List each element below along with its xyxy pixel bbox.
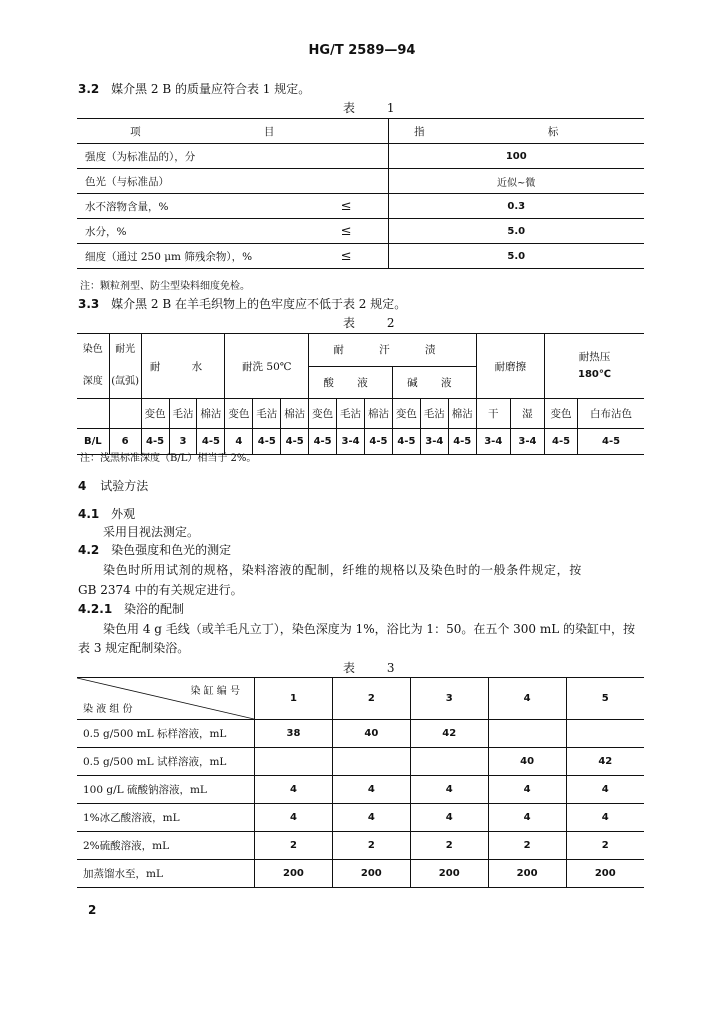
row-value: 4	[332, 804, 410, 832]
column-header: 3	[410, 678, 488, 720]
column-header: 5	[601, 693, 609, 704]
data-cell: 4-5	[281, 429, 309, 455]
row-value: 200	[410, 860, 488, 888]
water-header: 耐 水	[141, 334, 225, 399]
section-title: 试验方法	[100, 479, 149, 493]
section-title: 外观	[111, 507, 136, 521]
section-4-2-text-2: GB 2374 中的有关规定进行。	[78, 583, 243, 597]
table1-item: 细度（通过 250 μm 筛残余物），%	[85, 250, 253, 263]
row-value: 4	[255, 804, 333, 832]
row-value: 200	[332, 860, 410, 888]
section-title: 染色强度和色光的测定	[111, 543, 232, 557]
section-3-3	[78, 295, 406, 312]
row-value: 4	[410, 804, 488, 832]
row-value	[488, 720, 566, 748]
subheader-change: 变色	[141, 399, 169, 429]
table2-subheader-row	[77, 399, 644, 429]
corner-bottom-label: 染 液 组 份	[83, 704, 133, 715]
standard-code: HG/T 2589—94	[308, 43, 416, 58]
row-value: 4	[601, 784, 609, 795]
row-value: 38	[255, 720, 333, 748]
row-value: 2	[255, 832, 333, 860]
subheader-wool: 毛沾	[420, 399, 448, 429]
section-number: 4	[78, 479, 87, 493]
table1	[77, 118, 644, 269]
light-header-2: (氙弧)	[111, 376, 139, 387]
row-value	[332, 748, 410, 776]
subheader-cotton: 棉沾	[281, 399, 309, 429]
row-value: 40	[488, 748, 566, 776]
data-cell: 4	[225, 429, 253, 455]
table1-symbol: ≤	[340, 199, 352, 214]
table1-row	[77, 194, 644, 219]
table1-value: 近似~微	[497, 177, 536, 189]
table1-row	[77, 169, 644, 194]
row-value: 2	[410, 832, 488, 860]
table2	[77, 333, 644, 455]
table3-row	[77, 832, 644, 860]
row-label: 2%硫酸溶液，mL	[77, 832, 255, 860]
data-cell: 4-5	[365, 429, 393, 455]
heat-header-2: 180℃	[577, 369, 611, 380]
row-value: 4	[332, 776, 410, 804]
rub-header: 耐磨擦	[476, 334, 544, 399]
data-cell: 4-5	[392, 429, 420, 455]
subheader-wool: 毛沾	[337, 399, 365, 429]
data-cell: 4-5	[602, 436, 621, 447]
page-number: 2	[88, 903, 97, 917]
table1-value: 5.0	[507, 225, 526, 237]
table1-value: 5.0	[507, 250, 526, 262]
row-label: 100 g/L 硫酸钠溶液，mL	[77, 776, 255, 804]
row-value: 2	[332, 832, 410, 860]
row-value: 4	[488, 776, 566, 804]
row-label: 1%冰乙酸溶液，mL	[77, 804, 255, 832]
table3-row	[77, 776, 644, 804]
row-value: 4	[488, 804, 566, 832]
alkali-header: 碱 液	[392, 366, 476, 399]
table3-row	[77, 860, 644, 888]
subheader-change: 变色	[225, 399, 253, 429]
section-number: 4.2.1	[78, 602, 113, 616]
section-4-2-text-1: 染色时所用试剂的规格，染料溶液的配制，纤维的规格以及染色时的一般条件规定，按	[103, 563, 582, 577]
table1-row	[77, 219, 644, 244]
section-3-2	[78, 80, 310, 97]
data-cell: 6	[109, 429, 141, 455]
table3	[77, 677, 644, 888]
light-header-1: 耐光	[115, 344, 136, 355]
section-4	[78, 477, 148, 494]
column-header: 2	[332, 678, 410, 720]
data-cell: 3-4	[420, 429, 448, 455]
column-header: 4	[488, 678, 566, 720]
acid-header: 酸 液	[309, 366, 393, 399]
table1-caption: 表 1	[343, 101, 409, 115]
subheader-wool: 毛沾	[253, 399, 281, 429]
row-value	[410, 748, 488, 776]
subheader-change: 变色	[392, 399, 420, 429]
data-cell: 4-5	[197, 429, 225, 455]
table1-symbol: ≤	[340, 249, 352, 264]
data-cell: 4-5	[544, 429, 577, 455]
subheader-change: 变色	[309, 399, 337, 429]
section-number: 3.2	[78, 82, 100, 96]
section-text: 媒介黑 2 B 的质量应符合表 1 规定。	[111, 82, 311, 96]
row-value: 4	[410, 776, 488, 804]
sweat-header: 耐 汗 渍	[309, 334, 477, 367]
corner-top-label: 染 缸 编 号	[190, 686, 240, 697]
table1-item: 水不溶物含量，%	[85, 200, 169, 213]
section-text: 媒介黑 2 B 在羊毛织物上的色牢度应不低于表 2 规定。	[111, 297, 407, 311]
row-value: 40	[332, 720, 410, 748]
table1-head-item: 项 目	[77, 119, 388, 144]
table1-note: 注：颗粒剂型、防尘型染料细度免检。	[80, 281, 250, 292]
table1-row	[77, 244, 644, 269]
data-cell: 3-4	[337, 429, 365, 455]
subheader-wet: 湿	[510, 399, 544, 429]
section-4-2-1-text-1: 染色用 4 g 毛线（或羊毛凡立丁），染色深度为 1%，浴比为 1：50。在五个 300 mL 的染缸中，按	[103, 622, 636, 636]
section-title: 染浴的配制	[124, 602, 185, 616]
wash-header: 耐洗 50℃	[225, 334, 309, 399]
data-cell: 3-4	[510, 429, 544, 455]
row-value: 42	[410, 720, 488, 748]
section-4-2	[78, 541, 231, 558]
table3-row	[77, 720, 644, 748]
subheader-cotton: 棉沾	[197, 399, 225, 429]
row-value: 4	[255, 776, 333, 804]
data-cell: 4-5	[309, 429, 337, 455]
section-number: 3.3	[78, 297, 100, 311]
row-value: 42	[598, 756, 613, 767]
row-value: 200	[594, 868, 616, 879]
subheader-dry: 干	[476, 399, 510, 429]
row-value: 2	[601, 840, 609, 851]
table3-row	[77, 804, 644, 832]
row-value: 4	[601, 812, 609, 823]
subheader-cotton: 棉沾	[448, 399, 476, 429]
table1-item: 色光（与标准品）	[85, 175, 169, 188]
column-header: 1	[255, 678, 333, 720]
row-label: 0.5 g/500 mL 标样溶液，mL	[77, 720, 255, 748]
table1-value: 0.3	[507, 200, 526, 212]
subheader-wool: 毛沾	[169, 399, 197, 429]
subheader-white: 白布沾色	[590, 408, 633, 420]
table2-note: 注：浅黑标准深度（B/L）相当于 2%。	[80, 453, 257, 464]
table1-value: 100	[505, 150, 527, 162]
table2-caption: 表 2	[343, 316, 409, 330]
table1-item: 水分，%	[85, 225, 127, 238]
section-4-2-1	[78, 600, 184, 617]
data-cell: 4-5	[253, 429, 281, 455]
row-value	[566, 720, 644, 748]
heat-header-1: 耐热压	[578, 351, 611, 363]
section-4-2-1-text-2: 表 3 规定配制染浴。	[78, 641, 190, 655]
table1-row	[77, 144, 644, 169]
table1-symbol: ≤	[340, 224, 352, 239]
depth-header-1: 染色	[82, 344, 103, 355]
data-cell: 4-5	[448, 429, 476, 455]
table3-row	[77, 748, 644, 776]
data-cell: B/L	[77, 429, 109, 455]
data-cell: 3	[169, 429, 197, 455]
depth-header-2: 深度	[82, 376, 103, 387]
row-label: 0.5 g/500 mL 试样溶液，mL	[77, 748, 255, 776]
table1-head-index: 指 标	[414, 125, 619, 138]
data-cell: 3-4	[476, 429, 510, 455]
section-4-1	[78, 505, 135, 522]
row-value: 200	[255, 860, 333, 888]
subheader-change: 变色	[544, 399, 577, 429]
data-cell: 4-5	[141, 429, 169, 455]
section-number: 4.2	[78, 543, 100, 557]
row-value: 200	[488, 860, 566, 888]
subheader-cotton: 棉沾	[365, 399, 393, 429]
row-label: 加蒸馏水至，mL	[77, 860, 255, 888]
section-4-1-text: 采用目视法测定。	[103, 525, 200, 539]
table3-caption: 表 3	[343, 661, 409, 675]
table1-item: 强度（为标准品的），分	[85, 150, 196, 163]
section-number: 4.1	[78, 507, 100, 521]
row-value	[255, 748, 333, 776]
row-value: 2	[488, 832, 566, 860]
